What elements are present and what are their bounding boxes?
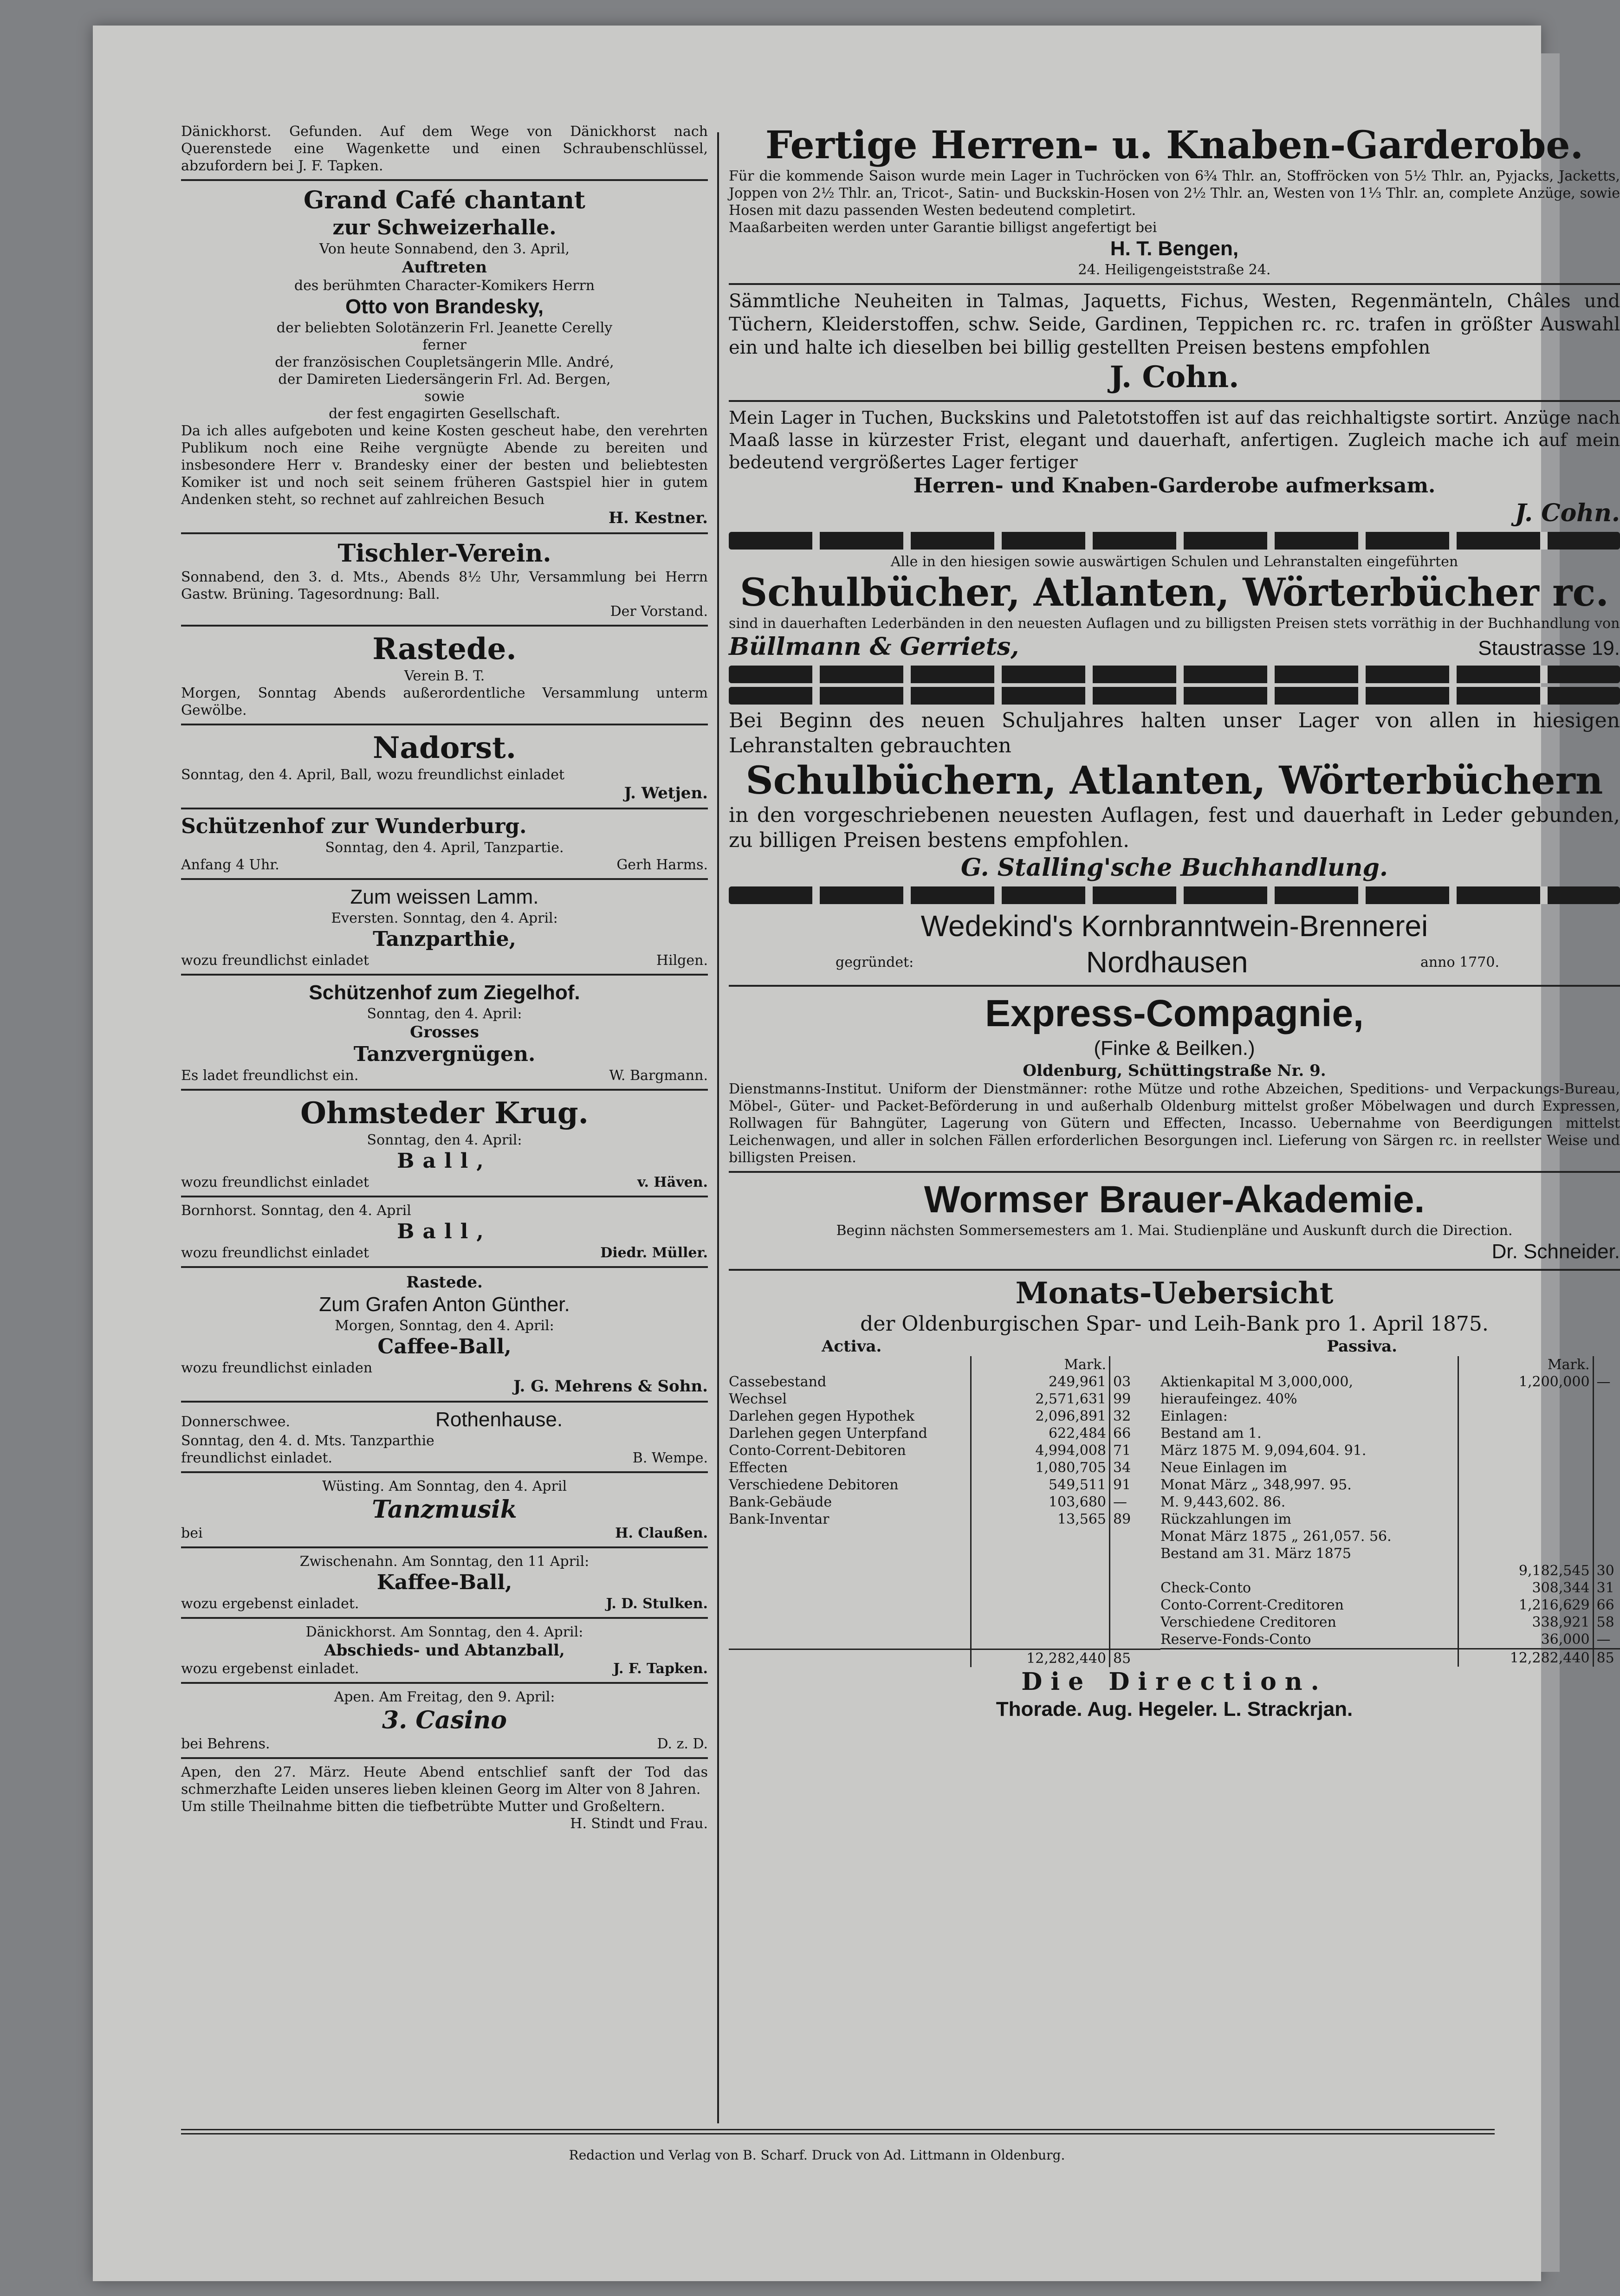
ad-weissen-lamm: Zum weissen Lamm. Eversten. Sonntag, den 4. April: Tanzparthie, wozu freundlichst einladet Hilgen.: [181, 886, 708, 969]
row-label: Verschiedene Debitoren: [729, 1477, 899, 1493]
activa-table: Mark. Cassebestand 249,961 03 Wechsel 2,571,631 99 Darlehen gegen Hypothek 2,096,891 32 Darlehen gegen Unterpfand 622,484 66 Conto-Corrent-Debitoren 4,994,008 71 Effecten 1,080,705 34 Verschiedene Debitoren 549,511 91 Bank-Gebäude 103,680 — Bank-Inventar 13,565 89 12,282,440 85: [729, 1356, 1160, 1667]
row-label: Conto-Corrent-Creditoren: [1160, 1597, 1344, 1613]
row-mark: 249,961: [970, 1373, 1110, 1391]
row-label: Cassebestand: [729, 1374, 827, 1390]
einlagen-line: März 1875 M. 9,094,604. 91.: [1160, 1442, 1367, 1459]
ad-bank-uebersicht: Monats-Uebersicht der Oldenburgischen Spar- und Leih-Bank pro 1. April 1875. Activa. Passiva. Mark. Cassebestand 249,961 03 Wechsel 2,571,631 99 Darlehen gegen Hypothek 2,096,891 32 Darlehen gegen Unterpfand 622,484 66 Conto-Corrent-Debitoren 4,994,008 71 Effecten 1,080,705 34 Verschiedene Debitoren 549,511 91 Bank-Gebäude 103,680 — Bank-Inventar 13,565 89 12,282,440 85 Mark. Aktienkapital M 3,000,000, hieraufeingez. 40% Einlagen: Bestand am 1. März 1875 M. 9,094,604. 91. Neue Einlagen im Monat März „ 348,997. 95. M. 9,443,602. 86. Rückzahlungen im Monat März 1875 „ 261,057. 56. Bestand am 31. März 1875 1,200,000 — 9,182,545 30 Check-Conto 308,344 31 Conto-Corrent-Creditoren 1,216,629 66 Verschiedene Creditoren 338,921 58 Reserve-Fonds-Conto 36,000 — 12,282,440 85 Die Direction. Thorade. Aug. Hegeler. L. Strackrjan.: [729, 1275, 1620, 1722]
row-pfennig: 66: [1596, 1597, 1614, 1613]
einlagen-line: Monat März „ 348,997. 95.: [1160, 1477, 1352, 1493]
row-mark: 2,096,891: [970, 1408, 1110, 1425]
table-row: [729, 1494, 1160, 1511]
table-row: [1160, 1562, 1620, 1579]
row-label: Verschiedene Creditoren: [1160, 1614, 1336, 1630]
passiva-capital-row: Aktienkapital M 3,000,000, hieraufeingez. 40% Einlagen: Bestand am 1. März 1875 M. 9,094,604. 91. Neue Einlagen im Monat März „ 348,997. 95. M. 9,443,602. 86. Rückzahlungen im Monat März 1875 „ 261,057. 56. Bestand am 31. März 1875 1,200,000 —: [1160, 1374, 1611, 1562]
bank-subtitle: der Oldenburgischen Spar- und Leih-Bank pro 1. April 1875.: [860, 1312, 1489, 1336]
row-label: Bank-Gebäude: [729, 1494, 832, 1510]
ornament-bar: [729, 532, 1620, 550]
ornament-bar: [729, 687, 1620, 705]
row-label: Wechsel: [729, 1391, 787, 1407]
ad-stalling-buchhandlung: Bei Beginn des neuen Schuljahres halten unser Lager von allen in hiesigen Lehranstalten gebrauchten Schulbüchern, Atlanten, Wörterbüchern in den vorgeschriebenen neuesten Auflagen, fest und dauerhaft in Leder gebunden, zu billigen Preisen bestens empfohlen. G. Stalling'sche Buchhandlung.: [729, 709, 1620, 882]
row-pfennig: 99: [1113, 1391, 1131, 1407]
ad-ohmsteder-krug: Ohmsteder Krug. Sonntag, den 4. April: Ball, wozu freundlichst einladet v. Häven.: [181, 1096, 708, 1190]
row-pfennig: 66: [1113, 1425, 1131, 1442]
row-pfennig: 30: [1596, 1563, 1614, 1579]
activa-total-row: 12,282,440 85: [729, 1649, 1160, 1667]
einlagen-line: M. 9,443,602. 86.: [1160, 1494, 1286, 1510]
ad-nadorst: Nadorst. Sonntag, den 4. April, Ball, wozu freundlichst einladet J. Wetjen.: [181, 731, 708, 802]
row-mark: 13,565: [970, 1511, 1110, 1528]
row-pfennig: —: [1596, 1631, 1611, 1648]
footer-rule: [181, 2129, 1495, 2134]
row-pfennig: 03: [1113, 1374, 1131, 1390]
row-label: Reserve-Fonds-Conto: [1160, 1631, 1311, 1648]
ad-grafen-anton-guenther: Rastede. Zum Grafen Anton Günther. Morgen, Sonntag, den 4. April: Caffee-Ball, wozu freundlichst einladen J. G. Mehrens & Sohn.: [181, 1273, 708, 1396]
table-row: [729, 1408, 1160, 1425]
row-mark: 4,994,008: [970, 1442, 1110, 1459]
ad-subtitle: zur Schweizerhalle.: [332, 216, 557, 239]
table-row: [729, 1476, 1160, 1494]
row-label: Darlehen gegen Hypothek: [729, 1408, 915, 1424]
ornament-bar: [729, 666, 1620, 683]
einlagen-line: Rückzahlungen im: [1160, 1511, 1291, 1527]
einlagen-line: Bestand am 1.: [1160, 1425, 1262, 1442]
table-row: [1160, 1614, 1620, 1631]
table-row: [729, 1391, 1160, 1408]
row-pfennig: 34: [1113, 1460, 1131, 1476]
ad-ziegelhof: Schützenhof zum Ziegelhof. Sonntag, den 4. April: Grosses Tanzvergnügen. Es ladet freundlichst ein. W. Bargmann.: [181, 981, 708, 1084]
ad-wuesting: Wüsting. Am Sonntag, den 4. April Tanzmusik bei H. Claußen.: [181, 1478, 708, 1541]
row-mark: 549,511: [970, 1476, 1110, 1494]
ad-express-compagnie: Express-Compagnie, (Finke & Beilken.) Oldenburg, Schüttingstraße Nr. 9. Dienstmanns-Institut. Uniform der Dienstmänner: rothe Mütze und rothe Abzeichen, Speditions- und Verpackungs-Bureau, Möbel-, Güter- und Packet-Beförderung in und außerhalb Oldenburg mittelst großer Möbelwagen und durch Expressen, Rollwagen für Bahngüter, Lagerung von Gütern und Effecten, Incasso. Uebernahme von Beerdigungen mittelst Leichenwagen, und aller in solchen Fällen erforderlichen Besorgungen incl. Lieferung von Särgen rc. in reellster Weise und billigsten Preisen.: [729, 992, 1620, 1166]
row-label: [1160, 1562, 1458, 1579]
ad-grand-cafe: Grand Café chantant zur Schweizerhalle. Von heute Sonnabend, den 3. April, Auftreten des berühmten Character-Komikers Herrn Otto von Brandesky, der beliebten Solotänzerin Frl. Jeanette Cerelly ferner der französischen Coupletsängerin Mlle. André, der Damireten Liedersängerin Frl. Ad. Bergen, sowie der fest engagirten Gesellschaft. Da ich alles aufgeboten und keine Kosten gescheut habe, den verehrten Publikum noch eine Reihe vergnügte Abende zu bereiten und insbesondere Herr v. Brandesky einer der besten und beliebtesten Komiker ist und noch seit seinem früheren Gastspiel hier in gutem Andenken steht, so rechnet auf zahlreichen Besuch H. Kestner.: [181, 186, 708, 527]
table-row: [1160, 1631, 1620, 1648]
column-rule: [717, 132, 719, 2123]
row-mark: 622,484: [970, 1425, 1110, 1442]
ad-buellmann-gerriets: Alle in den hiesigen sowie auswärtigen Schulen und Lehranstalten eingeführten Schulbücher, Atlanten, Wörterbücher rc. sind in dauerhaften Lederbänden in den neuesten Auflagen und zu billigsten Preisen stets vorräthig in der Buchhandlung von Büllmann & Gerriets, Staustrasse 19.: [729, 554, 1620, 661]
table-row: [729, 1442, 1160, 1459]
row-label: Effecten: [729, 1460, 788, 1476]
ad-garderobe-bengen: Fertige Herren- u. Knaben-Garderobe. Für die kommende Saison wurde mein Lager in Tuchröcken von 6¾ Thlr. an, Stoffröcken von 5½ Thlr. an, Pyjacks, Jacketts, Joppen von 2½ Thlr. an, Tricot-, Satin- und Buckskin-Hosen von 2½ Thlr. an, Westen von 1⅓ Thlr. an, complete Anzüge, sowie Hosen mit dazu passenden Westen bedeutend completirt. Maaßarbeiten werden unter Garantie billigst angefertigt bei H. T. Bengen, 24. Heiligengeiststraße 24.: [729, 123, 1620, 278]
einlagen-line: Einlagen:: [1160, 1408, 1228, 1424]
row-mark: 36,000: [1458, 1631, 1594, 1648]
right-column: [729, 123, 1620, 2123]
ad-abschiedsball: Dänickhorst. Am Sonntag, den 4. April: Abschieds- und Abtanzball, wozu ergebenst einladet. J. F. Tapken.: [181, 1624, 708, 1677]
ad-signature: H. Kestner.: [608, 509, 708, 527]
table-row: [729, 1511, 1160, 1528]
row-pfennig: —: [1113, 1494, 1127, 1510]
table-row: [729, 1373, 1160, 1391]
left-column: [181, 123, 708, 2123]
row-mark: 338,921: [1458, 1614, 1594, 1631]
table-row: [1160, 1579, 1620, 1597]
ad-cohn-lager: Mein Lager in Tuchen, Buckskins und Paletotstoffen ist auf das reichhaltigste sortirt. Anzüge nach Maaß lasse in kürzester Frist, elegant und dauerhaft, anfertigen. Zugleich mache ich auf mein bedeutend vergrößertes Lager fertiger Herren- und Knaben-Garderobe aufmerksam. J. Cohn.: [729, 407, 1620, 527]
ad-wedekind: Wedekind's Kornbranntwein-Brennerei gegründet: Nordhausen anno 1770.: [836, 909, 1499, 979]
bank-directors: Thorade. Aug. Hegeler. L. Strackrjan.: [996, 1698, 1353, 1720]
table-row: [729, 1425, 1160, 1442]
row-pfennig: 71: [1113, 1442, 1131, 1459]
ad-zwischenahn: Zwischenahn. Am Sonntag, den 11 April: Kaffee-Ball, wozu ergebenst einladet. J. D. Stulken.: [181, 1553, 708, 1612]
row-pfennig: 31: [1596, 1580, 1614, 1596]
row-label: Darlehen gegen Unterpfand: [729, 1425, 927, 1442]
row-label: Check-Conto: [1160, 1580, 1251, 1596]
newspaper-page: [93, 26, 1620, 2281]
row-label: Conto-Corrent-Debitoren: [729, 1442, 906, 1459]
passiva-einlagen-text: [1160, 1373, 1458, 1562]
passiva-total-row: 12,282,440 85: [1160, 1648, 1620, 1667]
ornament-bar: [729, 886, 1620, 904]
ad-cohn-neuheiten: Sämmtliche Neuheiten in Talmas, Jaquetts, Fichus, Westen, Regenmänteln, Châles und Tüchern, Kleiderstoffen, schw. Seide, Gardinen, Teppichen rc. rc. trafen in größter Auswahl ein und halte ich dieselben bei billig gestellten Preisen bestens empfohlen J. Cohn.: [729, 291, 1620, 395]
einlagen-line: Neue Einlagen im: [1160, 1460, 1287, 1476]
ad-schuetzenhof-wunderburg: Schützenhof zur Wunderburg. Sonntag, den 4. April, Tanzpartie. Anfang 4 Uhr. Gerh Harms.: [181, 815, 708, 873]
row-pfennig: 32: [1113, 1408, 1131, 1424]
row-pfennig: 58: [1596, 1614, 1614, 1630]
einlagen-line: Bestand am 31. März 1875: [1160, 1546, 1351, 1562]
ad-bornhorst: Bornhorst. Sonntag, den 4. April Ball, wozu freundlichst einladet Diedr. Müller.: [181, 1203, 708, 1261]
row-mark: 1,216,629: [1458, 1597, 1594, 1614]
table-row: [1160, 1597, 1620, 1614]
ad-gefunden: Dänickhorst. Gefunden. Auf dem Wege von Dänickhorst nach Querenstede eine Wagenkette und einen Schraubenschlüssel, abzufordern bei J. F. Tapken.: [181, 123, 708, 174]
passiva-table: Mark. Aktienkapital M 3,000,000, hieraufeingez. 40% Einlagen: Bestand am 1. März 1875 M. 9,094,604. 91. Neue Einlagen im Monat März „ 348,997. 95. M. 9,443,602. 86. Rückzahlungen im Monat März 1875 „ 261,057. 56. Bestand am 31. März 1875 1,200,000 — 9,182,545 30 Check-Conto 308,344 31 Conto-Corrent-Creditoren 1,216,629 66 Verschiedene Creditoren 338,921 58 Reserve-Fonds-Conto 36,000 — 12,282,440 85: [1160, 1356, 1620, 1667]
table-row: [729, 1459, 1160, 1476]
row-pfennig: 91: [1113, 1477, 1131, 1493]
ad-rothenhause: Donnerschwee. Rothenhause. Sonntag, den 4. d. Mts. Tanzparthie freundlichst einladet. B. Wempe.: [181, 1408, 708, 1466]
imprint: Redaction und Verlag von B. Scharf. Druck von Ad. Littmann in Oldenburg.: [569, 2147, 1065, 2163]
row-mark: 1,080,705: [970, 1459, 1110, 1476]
ad-rastede-verein: Rastede. Verein B. T. Morgen, Sonntag Abends außerordentliche Versammlung unterm Gewölbe.: [181, 632, 708, 718]
row-label: Bank-Inventar: [729, 1511, 829, 1527]
row-mark: 9,182,545: [1458, 1562, 1594, 1579]
bank-direction: Die Direction.: [1021, 1668, 1328, 1696]
bank-title: Monats-Uebersicht: [1015, 1276, 1334, 1311]
ad-wormser-brauer-akademie: Wormser Brauer-Akademie. Beginn nächsten Sommersemesters am 1. Mai. Studienpläne und Auskunft durch die Direction. Dr. Schneider.: [836, 1178, 1620, 1263]
ad-tischler-verein: Tischler-Verein. Sonnabend, den 3. d. Mts., Abends 8½ Uhr, Versammlung bei Herrn Gastw. Brüning. Tagesordnung: Ball. Der Vorstand.: [181, 539, 708, 620]
row-mark: 103,680: [970, 1494, 1110, 1511]
row-mark: 308,344: [1458, 1579, 1594, 1597]
ad-casino: Apen. Am Freitag, den 9. April: 3. Casino bei Behrens. D. z. D.: [181, 1689, 708, 1752]
activa-rows: [729, 1373, 1160, 1528]
einlagen-line: Monat März 1875 „ 261,057. 56.: [1160, 1528, 1392, 1545]
row-mark: 2,571,631: [970, 1391, 1110, 1408]
ad-title: Grand Café chantant: [304, 186, 585, 214]
bank-table: [729, 1356, 1620, 1667]
ad-todesanzeige: Apen, den 27. März. Heute Abend entschlief sanft der Tod das schmerzhafte Leiden unseres lieben kleinen Georg im Alter von 8 Jahren. Um stille Theilnahme bitten die tiefbetrübte Mutter und Großeltern. H. Stindt und Frau.: [181, 1764, 708, 1832]
passiva-rows: [1160, 1562, 1620, 1648]
einlagen-line: Aktienkapital M 3,000,000, hieraufeingez. 40%: [1160, 1374, 1353, 1407]
row-pfennig: 89: [1113, 1511, 1131, 1527]
